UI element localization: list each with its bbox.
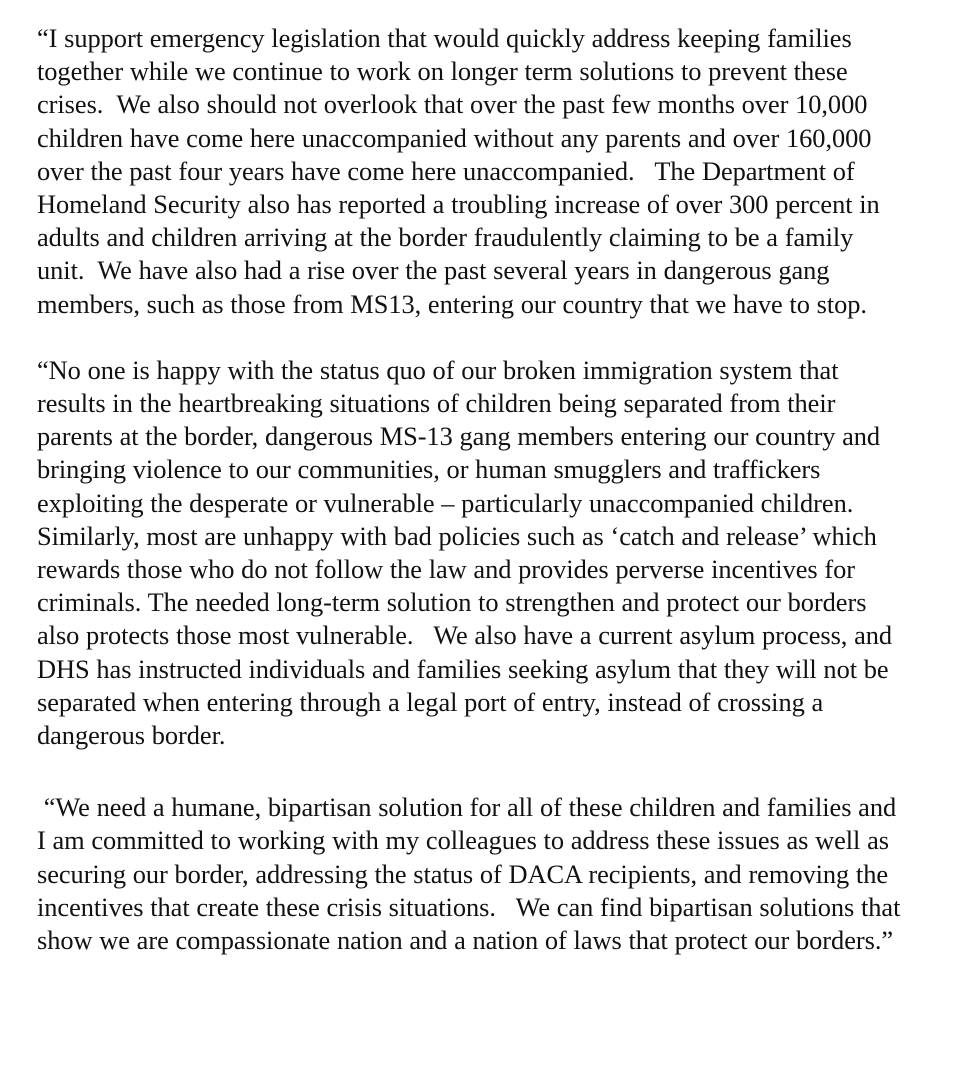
statement-paragraph-2: “No one is happy with the status quo of our broken immigration system that results in the heartbreaking situations of children being separated from their parents at the border, dangerous MS-13 gang members entering our country and bringing violence to our communities, or human smugglers and traffickers exploiting the desperate or vulnerable – particularly unaccompanied children. Similarly, most are unhappy with bad policies such as ‘catch and release’ which rewards those who do not follow the law and provides perverse incentives for criminals. The needed long-term solution to strengthen and protect our borders also protects those most vulnerable. We also have a current asylum process, and DHS has instructed individuals and families seeking asylum that they will not be separated when entering through a legal port of entry, instead of crossing a dangerous border. bbox=[37, 354, 899, 751]
statement-paragraph-1: “I support emergency legislation that would quickly address keeping families together while we continue to work on longer term solutions to prevent these crises. We also should not overlook that over the past few months over 10,000 children have come here unaccompanied without any parents and over 160,000 over the past four years have come here unaccompanied. The Department of Homeland Security also has reported a troubling increase of over 300 percent in adults and children arriving at the border fraudulently claiming to be a family unit. We have also had a rise over the past several years in dangerous gang members, such as those from MS13, entering our country that we have to stop. bbox=[37, 23, 887, 319]
statement-body bbox=[37, 22, 906, 957]
statement-paragraph-3: “We need a humane, bipartisan solution for all of these children and families and I am committed to working with my colleagues to address these issues as well as securing our border, addressing the status of DACA recipients, and removing the incentives that create these crisis situations. We can find bipartisan solutions that show we are compassionate nation and a nation of laws that protect our borders.” bbox=[37, 792, 908, 956]
